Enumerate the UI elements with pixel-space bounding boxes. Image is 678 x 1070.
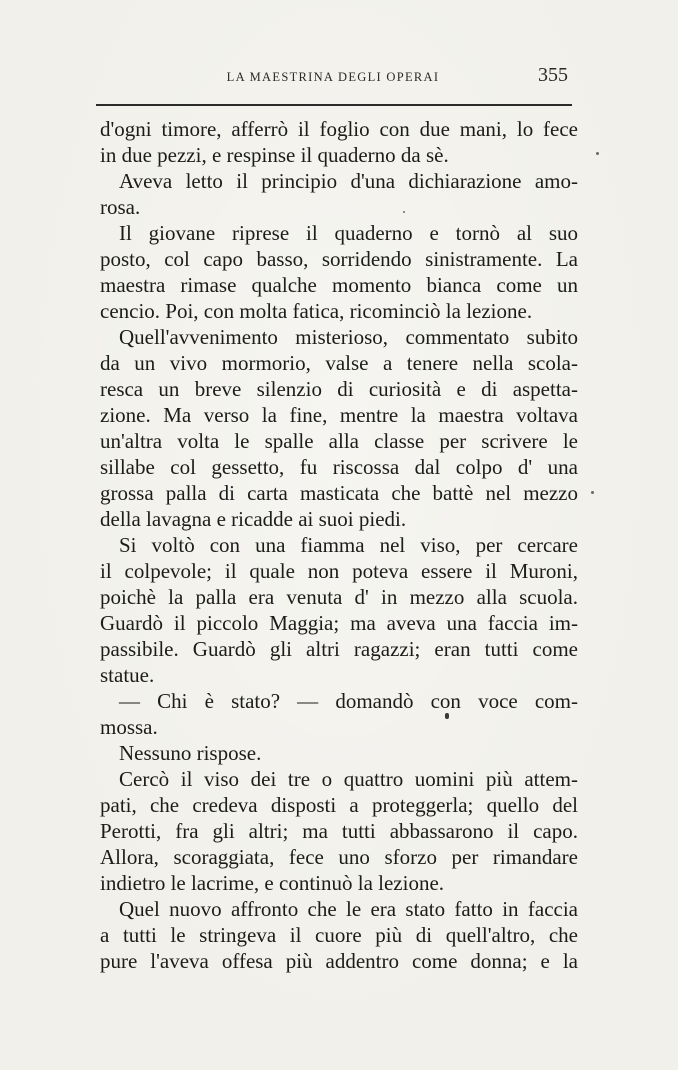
paper-mark <box>596 152 599 155</box>
text-line: un'altra volta le spalle alla classe per scrivere le <box>100 429 578 453</box>
text-line: Perotti, fra gli altri; ma tutti abbassarono il capo. <box>100 819 578 843</box>
text-line: pure l'aveva offesa più addentro come donna; e la <box>100 949 578 973</box>
text-line: zione. Ma verso la fine, mentre la maestra voltava <box>100 403 578 427</box>
text-line: statue. <box>100 663 155 687</box>
text-line: Guardò il piccolo Maggia; ma aveva una faccia im- <box>100 611 578 635</box>
text-line: Quel nuovo affronto che le era stato fatto in faccia <box>119 897 578 921</box>
text-line: il colpevole; il quale non poteva essere il Muroni, <box>100 559 578 583</box>
text-line: della lavagna e ricadde ai suoi piedi. <box>100 507 407 531</box>
ink-speck <box>445 713 449 719</box>
page-number: 355 <box>538 64 568 86</box>
text-line: grossa palla di carta masticata che battè nel mezzo <box>100 481 578 505</box>
text-line: Allora, scoraggiata, fece uno sforzo per rimandare <box>100 845 578 869</box>
body-text <box>100 116 578 974</box>
text-line: mossa. <box>100 715 158 739</box>
running-head <box>96 62 570 92</box>
text-line: passibile. Guardò gli altri ragazzi; eran tutti come <box>100 637 578 661</box>
text-line: sillabe col gessetto, fu riscossa dal colpo d' una <box>100 455 578 479</box>
running-title: LA MAESTRINA DEGLI OPERAI <box>226 70 440 84</box>
text-line: indietro le lacrime, e continuò la lezione. <box>100 871 445 895</box>
text-line: Si voltò con una fiamma nel viso, per cercare <box>119 533 578 557</box>
text-line: rosa. <box>100 195 141 219</box>
text-line: poichè la palla era venuta d' in mezzo alla scuola. <box>100 585 578 609</box>
text-line: resca un breve silenzio di curiosità e di aspetta- <box>100 377 578 401</box>
text-line: da un vivo mormorio, valse a tenere nella scola- <box>100 351 578 375</box>
text-line: Aveva letto il principio d'una dichiarazione amo- <box>119 169 578 193</box>
text-line: cencio. Poi, con molta fatica, ricominciò la lezione. <box>100 299 533 323</box>
header-rule <box>96 104 572 106</box>
text-line: pati, che credeva disposti a proteggerla; quello del <box>100 793 578 817</box>
text-line: Cercò il viso dei tre o quattro uomini più attem- <box>119 767 578 791</box>
text-line: posto, col capo basso, sorridendo sinistramente. La <box>100 247 578 271</box>
text-line: in due pezzi, e respinse il quaderno da sè. <box>100 143 449 167</box>
text-line: Nessuno rispose. <box>119 741 262 765</box>
paper-mark <box>403 211 405 213</box>
text-line: d'ogni timore, afferrò il foglio con due mani, lo fece <box>100 117 578 141</box>
text-line: maestra rimase qualche momento bianca come un <box>100 273 578 297</box>
text-line: Il giovane riprese il quaderno e tornò al suo <box>119 221 578 245</box>
text-line: a tutti le stringeva il cuore più di quell'altro, che <box>100 923 578 947</box>
text-line: Quell'avvenimento misterioso, commentato subito <box>119 325 578 349</box>
paper-mark <box>591 491 594 494</box>
text-line: — Chi è stato? — domandò con voce com- <box>119 689 578 713</box>
